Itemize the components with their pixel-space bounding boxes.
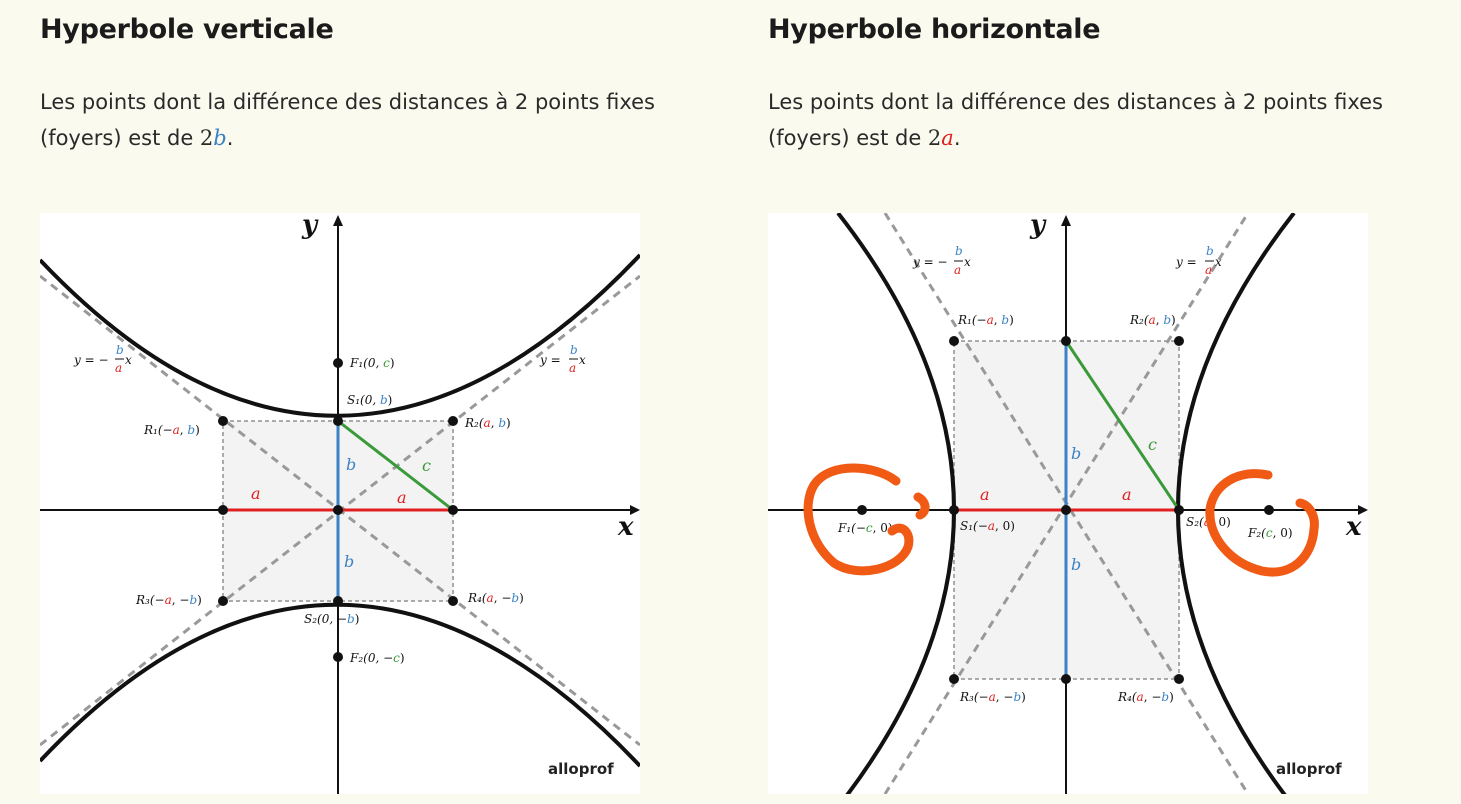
corner-r4-label: R₄(a, −b)	[468, 591, 524, 605]
center-point	[333, 505, 343, 515]
svg-text:x: x	[125, 353, 132, 367]
svg-text:a: a	[954, 263, 962, 277]
svg-text:y =: y =	[1176, 255, 1197, 269]
vertex-s1-label: S₁(−a, 0)	[960, 519, 1015, 533]
corner-r4-point	[1174, 674, 1184, 684]
svg-text:b: b	[1206, 244, 1214, 258]
x-axis-label: x	[618, 512, 634, 542]
right-title: Hyperbole horizontale	[768, 14, 1101, 45]
vertex-s1-point	[949, 505, 959, 515]
svg-text:y = −: y = −	[913, 255, 948, 269]
corner-r2-point	[448, 416, 458, 426]
vertex-s2-point	[333, 596, 343, 606]
hyperbola-left-branch	[838, 213, 954, 794]
svg-text:x: x	[964, 255, 971, 269]
corner-r3-point	[949, 674, 959, 684]
corner-r4-point	[448, 596, 458, 606]
focus-f2-label: F₂(0, −c)	[350, 651, 405, 665]
horizontal-hyperbola-diagram	[768, 213, 1368, 794]
corner-r3-label: R₃(−a, −b)	[136, 593, 202, 607]
left-title: Hyperbole verticale	[40, 14, 334, 45]
corner-r1-point	[218, 416, 228, 426]
svg-text:x: x	[1215, 255, 1222, 269]
svg-text:y =: y =	[540, 353, 561, 367]
svg-text:b: b	[570, 343, 578, 357]
segment-a-label-left: a	[251, 484, 261, 503]
focus-f1-point	[333, 358, 343, 368]
segment-c-label: c	[1148, 435, 1157, 454]
svg-text:a: a	[1205, 263, 1213, 277]
corner-r1-point	[949, 336, 959, 346]
segment-c-label: c	[422, 456, 431, 475]
svg-text:b: b	[955, 244, 963, 258]
y-axis-arrow	[1061, 215, 1071, 226]
corner-r1-label: R₁(−a, b)	[144, 423, 200, 437]
left-desc-math: 2b	[199, 126, 227, 150]
corner-r1-label: R₁(−a, b)	[958, 313, 1014, 327]
horizontal-hyperbola-svg	[768, 213, 1368, 794]
hyperbola-upper-branch	[40, 255, 640, 416]
segment-b-label-bottom: b	[1071, 555, 1082, 574]
segment-b-label-top: b	[1071, 444, 1082, 463]
svg-text:a: a	[569, 361, 577, 375]
corner-r2-label: R₂(a, b)	[1130, 313, 1176, 327]
segment-a-label-left: a	[980, 485, 990, 504]
svg-text:a: a	[115, 361, 123, 375]
alloprof-logo: alloprof	[548, 760, 614, 778]
vertex-s1-label: S₁(0, b)	[347, 393, 393, 407]
asymptote-right-label	[539, 343, 586, 375]
hyperbola-right-branch	[1178, 213, 1294, 794]
asymptote-left-label	[73, 343, 132, 375]
segment-a-label-right: a	[397, 488, 407, 507]
svg-text:x: x	[579, 353, 586, 367]
vertical-hyperbola-diagram	[40, 213, 640, 794]
focus-f2-point	[333, 652, 343, 662]
corner-r2-point	[1174, 336, 1184, 346]
asymptote-left-label	[912, 244, 971, 277]
corner-r3-label: R₃(−a, −b)	[960, 690, 1026, 704]
svg-text:b: b	[116, 343, 124, 357]
svg-text:y = −: y = −	[74, 353, 109, 367]
annotation-circle-f1	[808, 468, 925, 571]
y-axis-arrow	[333, 215, 343, 226]
vertical-hyperbola-svg	[40, 213, 640, 794]
segment-a-label-right: a	[1122, 485, 1132, 504]
y-minus-b-point	[1061, 674, 1071, 684]
corner-r2-label: R₂(a, b)	[465, 416, 511, 430]
vertex-s2-label: S₂(a, 0)	[1186, 515, 1231, 529]
y-axis-label: y	[1030, 213, 1046, 240]
asymptote-right-label	[1175, 244, 1222, 277]
focus-f2-label: F₂(c, 0)	[1248, 526, 1293, 540]
hyperbola-lower-branch	[40, 605, 640, 766]
focus-f1-label: F₁(−c, 0)	[838, 521, 893, 535]
x-axis-label: x	[1346, 512, 1362, 542]
alloprof-logo: alloprof	[1276, 760, 1342, 778]
x-plus-a-point	[448, 505, 458, 515]
focus-f2-point	[1264, 505, 1274, 515]
left-description: Les points dont la différence des distances à 2 points fixes (foyers) est de 2b.	[40, 90, 655, 150]
center-point	[1061, 505, 1071, 515]
right-description: Les points dont la différence des distances à 2 points fixes (foyers) est de 2a.	[768, 90, 1383, 150]
x-minus-a-point	[218, 505, 228, 515]
focus-f1-label: F₁(0, c)	[350, 356, 395, 370]
corner-r4-label: R₄(a, −b)	[1118, 690, 1174, 704]
focus-f1-point	[857, 505, 867, 515]
segment-b-label-bottom: b	[344, 552, 355, 571]
y-plus-b-point	[1061, 336, 1071, 346]
y-axis-label: y	[302, 213, 318, 240]
right-desc-math: 2a	[927, 126, 954, 150]
vertex-s1-point	[333, 416, 343, 426]
corner-r3-point	[218, 596, 228, 606]
vertex-s2-label: S₂(0, −b)	[304, 612, 360, 626]
segment-b-label-top: b	[346, 455, 357, 474]
vertex-s2-point	[1174, 505, 1184, 515]
